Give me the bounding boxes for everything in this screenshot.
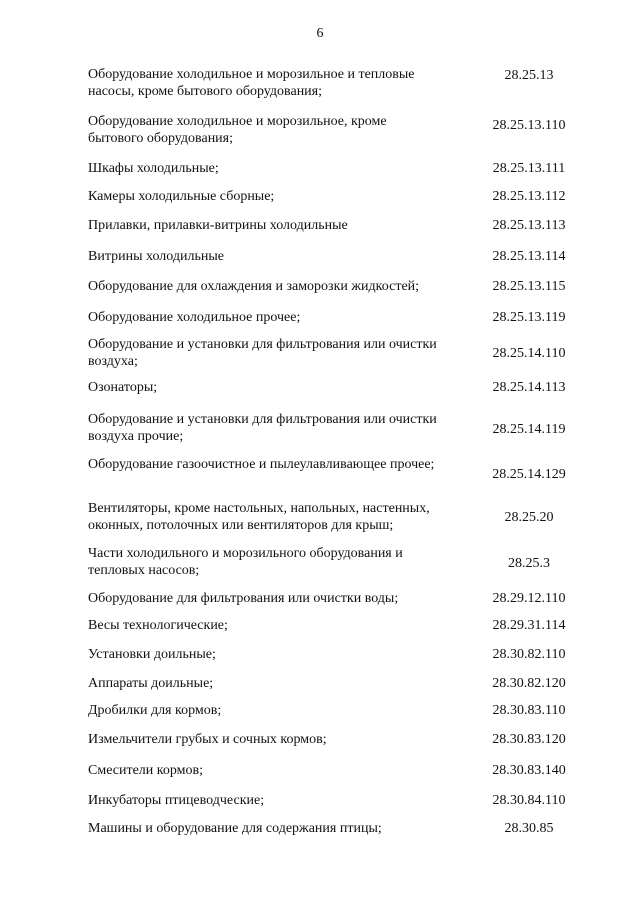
item-code: 28.25.13 bbox=[504, 68, 554, 83]
item-name: Оборудование холодильное прочее; bbox=[88, 310, 301, 325]
item-code: 28.30.83.140 bbox=[492, 763, 566, 778]
item-code: 28.30.84.110 bbox=[492, 793, 566, 808]
page-number: 6 bbox=[316, 26, 324, 41]
item-name: Витрины холодильные bbox=[88, 249, 224, 264]
item-code: 28.29.31.114 bbox=[492, 618, 566, 633]
item-code: 28.30.82.120 bbox=[492, 676, 566, 691]
item-name: Оборудование и установки для фильтрования или очистки воздуха прочие; bbox=[88, 412, 437, 444]
item-name: Оборудование для охлаждения и заморозки жидкостей; bbox=[88, 279, 420, 294]
item-code: 28.30.82.110 bbox=[492, 647, 566, 662]
item-code: 28.25.13.111 bbox=[492, 161, 566, 176]
item-code: 28.30.83.110 bbox=[492, 703, 566, 718]
item-code: 28.25.14.129 bbox=[492, 467, 566, 482]
item-code: 28.30.83.120 bbox=[492, 732, 566, 747]
item-name: Дробилки для кормов; bbox=[88, 703, 222, 718]
item-name: Смесители кормов; bbox=[88, 763, 204, 778]
item-code: 28.25.13.114 bbox=[492, 249, 566, 264]
item-name: Оборудование холодильное и морозильное и тепловые насосы, кроме бытового оборудования; bbox=[88, 67, 415, 99]
item-code: 28.30.85 bbox=[504, 821, 554, 836]
item-name: Части холодильного и морозильного оборудования и тепловых насосов; bbox=[88, 546, 403, 578]
item-name: Озонаторы; bbox=[88, 380, 158, 395]
item-name: Измельчители грубых и сочных кормов; bbox=[88, 732, 327, 747]
item-name: Шкафы холодильные; bbox=[88, 161, 219, 176]
item-name: Камеры холодильные сборные; bbox=[88, 189, 275, 204]
item-code: 28.25.13.113 bbox=[492, 218, 566, 233]
item-name: Весы технологические; bbox=[88, 618, 228, 633]
item-code: 28.25.14.113 bbox=[492, 380, 566, 395]
item-code: 28.25.3 bbox=[508, 556, 550, 571]
item-code: 28.25.13.112 bbox=[492, 189, 566, 204]
item-name: Установки доильные; bbox=[88, 647, 216, 662]
item-name: Машины и оборудование для содержания птицы; bbox=[88, 821, 382, 836]
item-code: 28.25.13.115 bbox=[492, 279, 566, 294]
item-name: Оборудование и установки для фильтрования или очистки воздуха; bbox=[88, 337, 437, 369]
item-code: 28.25.13.119 bbox=[492, 310, 566, 325]
item-name: Инкубаторы птицеводческие; bbox=[88, 793, 265, 808]
item-code: 28.29.12.110 bbox=[492, 591, 566, 606]
item-name: Оборудование для фильтрования или очистки воды; bbox=[88, 591, 399, 606]
item-name: Аппараты доильные; bbox=[88, 676, 214, 691]
item-code: 28.25.14.110 bbox=[492, 346, 566, 361]
item-name: Оборудование холодильное и морозильное, кроме бытового оборудования; bbox=[88, 114, 387, 146]
item-name: Вентиляторы, кроме настольных, напольных, настенных, оконных, потолочных или вентиляторов для крыш; bbox=[88, 501, 430, 533]
item-code: 28.25.20 bbox=[504, 510, 554, 525]
item-code: 28.25.14.119 bbox=[492, 422, 566, 437]
item-name: Прилавки, прилавки-витрины холодильные bbox=[88, 218, 348, 233]
item-code: 28.25.13.110 bbox=[492, 118, 566, 133]
item-name: Оборудование газоочистное и пылеулавливающее прочее; bbox=[88, 457, 435, 472]
